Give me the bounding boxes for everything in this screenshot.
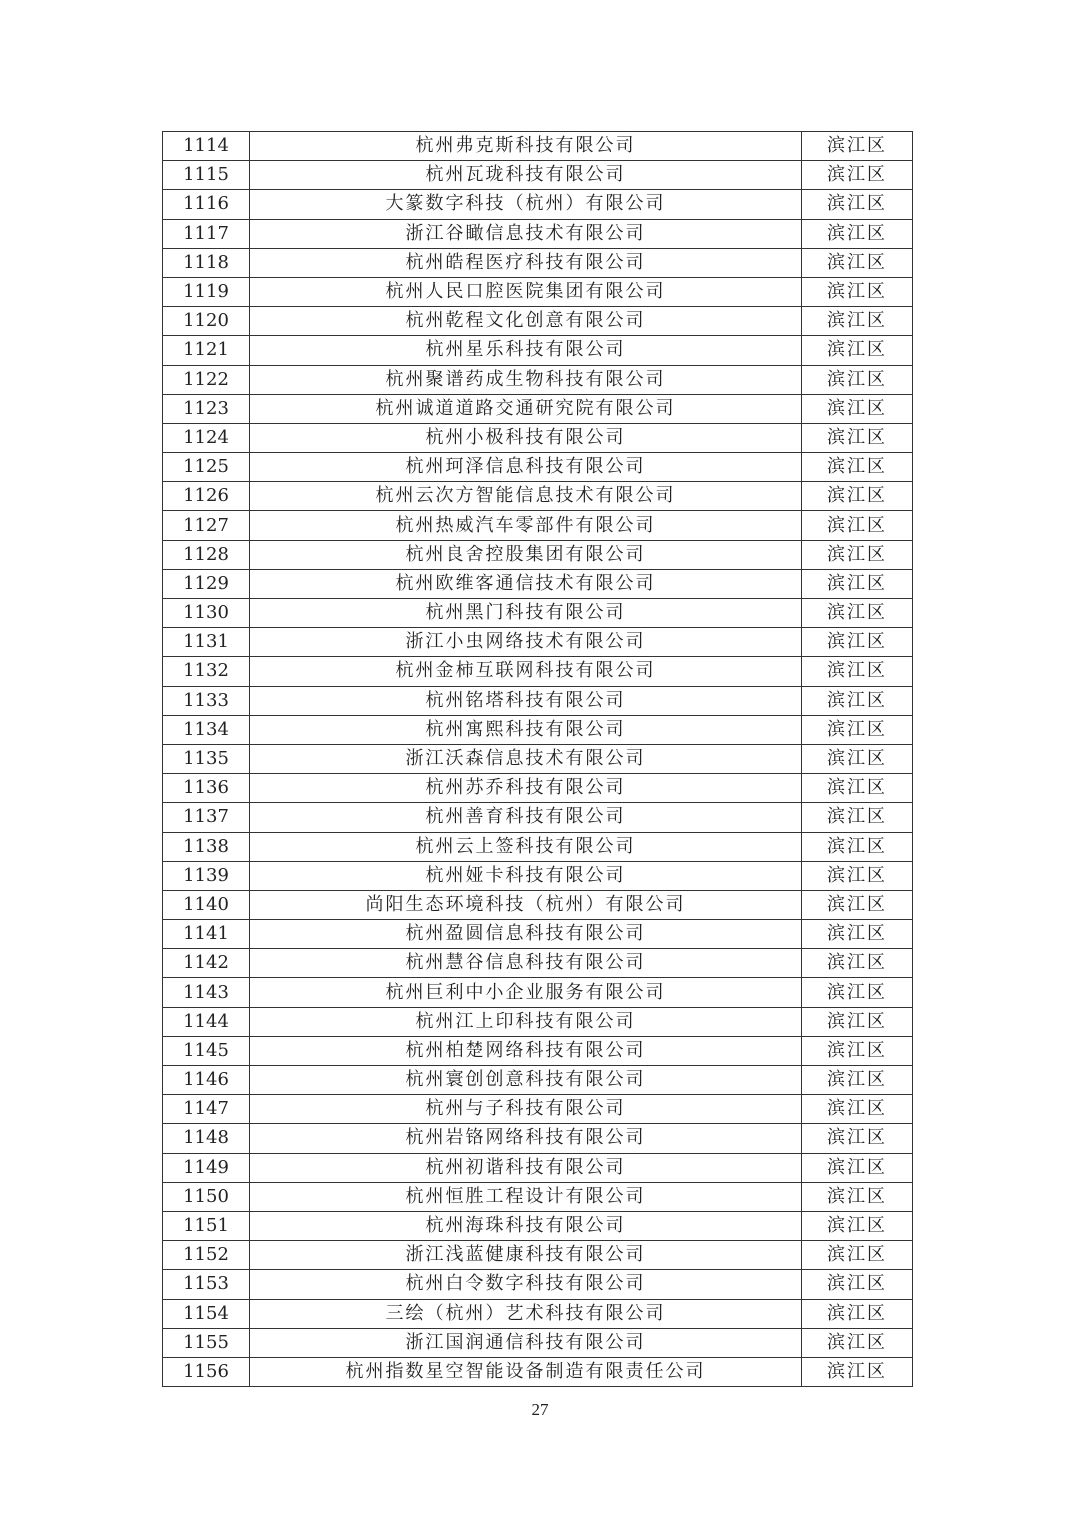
district-cell: 滨江区 (802, 803, 913, 832)
district-cell: 滨江区 (802, 1066, 913, 1095)
serial-number-cell: 1130 (163, 599, 250, 628)
company-name-cell: 尚阳生态环境科技（杭州）有限公司 (250, 890, 802, 919)
company-name-cell: 杭州黑门科技有限公司 (250, 599, 802, 628)
serial-number-cell: 1122 (163, 365, 250, 394)
district-cell: 滨江区 (802, 744, 913, 773)
serial-number-cell: 1149 (163, 1153, 250, 1182)
company-name-cell: 杭州寰创创意科技有限公司 (250, 1066, 802, 1095)
company-name-cell: 杭州慧谷信息科技有限公司 (250, 949, 802, 978)
table-row (163, 511, 913, 540)
district-cell: 滨江区 (802, 657, 913, 686)
company-name-cell: 杭州乾程文化创意有限公司 (250, 307, 802, 336)
district-cell: 滨江区 (802, 1299, 913, 1328)
table-row (163, 1066, 913, 1095)
company-name-cell: 大篆数字科技（杭州）有限公司 (250, 190, 802, 219)
district-cell: 滨江区 (802, 365, 913, 394)
serial-number-cell: 1132 (163, 657, 250, 686)
serial-number-cell: 1119 (163, 277, 250, 306)
district-cell: 滨江区 (802, 1328, 913, 1357)
company-name-cell: 杭州娅卡科技有限公司 (250, 861, 802, 890)
table-row (163, 540, 913, 569)
company-name-cell: 杭州人民口腔医院集团有限公司 (250, 277, 802, 306)
serial-number-cell: 1152 (163, 1241, 250, 1270)
table-row (163, 686, 913, 715)
company-name-cell: 杭州弗克斯科技有限公司 (250, 132, 802, 161)
district-cell: 滨江区 (802, 920, 913, 949)
table-row (163, 774, 913, 803)
company-name-cell: 杭州海珠科技有限公司 (250, 1211, 802, 1240)
table-row (163, 1328, 913, 1357)
serial-number-cell: 1124 (163, 423, 250, 452)
serial-number-cell: 1150 (163, 1182, 250, 1211)
serial-number-cell: 1135 (163, 744, 250, 773)
serial-number-cell: 1133 (163, 686, 250, 715)
page-number: 27 (531, 1400, 549, 1419)
district-cell: 滨江区 (802, 715, 913, 744)
district-cell: 滨江区 (802, 307, 913, 336)
table-row (163, 1036, 913, 1065)
district-cell: 滨江区 (802, 1211, 913, 1240)
serial-number-cell: 1121 (163, 336, 250, 365)
table-row (163, 219, 913, 248)
serial-number-cell: 1156 (163, 1357, 250, 1386)
table-row (163, 1211, 913, 1240)
district-cell: 滨江区 (802, 599, 913, 628)
table-row (163, 803, 913, 832)
table-row (163, 1270, 913, 1299)
table-row (163, 190, 913, 219)
district-cell: 滨江区 (802, 890, 913, 919)
company-name-cell: 杭州珂泽信息科技有限公司 (250, 453, 802, 482)
serial-number-cell: 1126 (163, 482, 250, 511)
district-cell: 滨江区 (802, 1124, 913, 1153)
table-row (163, 394, 913, 423)
table-row (163, 365, 913, 394)
company-name-cell: 杭州柏楚网络科技有限公司 (250, 1036, 802, 1065)
company-name-cell: 杭州善育科技有限公司 (250, 803, 802, 832)
company-name-cell: 杭州指数星空智能设备制造有限责任公司 (250, 1357, 802, 1386)
company-name-cell: 杭州寓熙科技有限公司 (250, 715, 802, 744)
table-row (163, 949, 913, 978)
company-name-cell: 杭州云上签科技有限公司 (250, 832, 802, 861)
company-name-cell: 杭州聚谱药成生物科技有限公司 (250, 365, 802, 394)
serial-number-cell: 1116 (163, 190, 250, 219)
district-cell: 滨江区 (802, 861, 913, 890)
table-row (163, 715, 913, 744)
company-name-cell: 浙江谷瞰信息技术有限公司 (250, 219, 802, 248)
company-name-cell: 杭州热威汽车零部件有限公司 (250, 511, 802, 540)
serial-number-cell: 1153 (163, 1270, 250, 1299)
district-cell: 滨江区 (802, 628, 913, 657)
company-name-cell: 杭州白令数字科技有限公司 (250, 1270, 802, 1299)
district-cell: 滨江区 (802, 511, 913, 540)
table-row (163, 1299, 913, 1328)
serial-number-cell: 1151 (163, 1211, 250, 1240)
company-name-cell: 杭州岩铬网络科技有限公司 (250, 1124, 802, 1153)
district-cell: 滨江区 (802, 540, 913, 569)
district-cell: 滨江区 (802, 336, 913, 365)
serial-number-cell: 1146 (163, 1066, 250, 1095)
table-row (163, 248, 913, 277)
district-cell: 滨江区 (802, 1153, 913, 1182)
company-name-cell: 杭州苏乔科技有限公司 (250, 774, 802, 803)
table-row (163, 1357, 913, 1386)
table-row (163, 832, 913, 861)
company-name-cell: 杭州诚道道路交通研究院有限公司 (250, 394, 802, 423)
serial-number-cell: 1148 (163, 1124, 250, 1153)
table-row (163, 1153, 913, 1182)
serial-number-cell: 1143 (163, 978, 250, 1007)
table-row (163, 1241, 913, 1270)
serial-number-cell: 1117 (163, 219, 250, 248)
serial-number-cell: 1137 (163, 803, 250, 832)
table-row (163, 161, 913, 190)
company-name-cell: 杭州星乐科技有限公司 (250, 336, 802, 365)
district-cell: 滨江区 (802, 423, 913, 452)
district-cell: 滨江区 (802, 774, 913, 803)
table-row (163, 1182, 913, 1211)
table-row (163, 890, 913, 919)
serial-number-cell: 1136 (163, 774, 250, 803)
table-row (163, 569, 913, 598)
district-cell: 滨江区 (802, 132, 913, 161)
district-cell: 滨江区 (802, 1036, 913, 1065)
serial-number-cell: 1144 (163, 1007, 250, 1036)
table-row (163, 628, 913, 657)
district-cell: 滨江区 (802, 949, 913, 978)
table-row (163, 336, 913, 365)
company-name-cell: 杭州瓦珑科技有限公司 (250, 161, 802, 190)
company-name-cell: 杭州金柿互联网科技有限公司 (250, 657, 802, 686)
serial-number-cell: 1120 (163, 307, 250, 336)
company-name-cell: 杭州小极科技有限公司 (250, 423, 802, 452)
company-name-cell: 杭州巨利中小企业服务有限公司 (250, 978, 802, 1007)
company-name-cell: 浙江国润通信科技有限公司 (250, 1328, 802, 1357)
district-cell: 滨江区 (802, 686, 913, 715)
company-name-cell: 杭州欧维客通信技术有限公司 (250, 569, 802, 598)
serial-number-cell: 1129 (163, 569, 250, 598)
district-cell: 滨江区 (802, 277, 913, 306)
serial-number-cell: 1128 (163, 540, 250, 569)
table-row (163, 277, 913, 306)
table-row (163, 453, 913, 482)
table-row (163, 861, 913, 890)
company-name-cell: 杭州初谐科技有限公司 (250, 1153, 802, 1182)
serial-number-cell: 1127 (163, 511, 250, 540)
serial-number-cell: 1142 (163, 949, 250, 978)
district-cell: 滨江区 (802, 248, 913, 277)
company-name-cell: 杭州铭塔科技有限公司 (250, 686, 802, 715)
district-cell: 滨江区 (802, 1241, 913, 1270)
company-name-cell: 杭州云次方智能信息技术有限公司 (250, 482, 802, 511)
company-name-cell: 三绘（杭州）艺术科技有限公司 (250, 1299, 802, 1328)
serial-number-cell: 1118 (163, 248, 250, 277)
table-row (163, 744, 913, 773)
company-name-cell: 杭州盈圆信息科技有限公司 (250, 920, 802, 949)
serial-number-cell: 1115 (163, 161, 250, 190)
company-name-cell: 杭州与子科技有限公司 (250, 1095, 802, 1124)
serial-number-cell: 1134 (163, 715, 250, 744)
district-cell: 滨江区 (802, 978, 913, 1007)
serial-number-cell: 1145 (163, 1036, 250, 1065)
table-row (163, 1124, 913, 1153)
district-cell: 滨江区 (802, 1095, 913, 1124)
district-cell: 滨江区 (802, 190, 913, 219)
district-cell: 滨江区 (802, 482, 913, 511)
district-cell: 滨江区 (802, 1007, 913, 1036)
table-row (163, 307, 913, 336)
company-name-cell: 杭州良舍控股集团有限公司 (250, 540, 802, 569)
serial-number-cell: 1147 (163, 1095, 250, 1124)
table-body (163, 132, 913, 1387)
table-row (163, 423, 913, 452)
district-cell: 滨江区 (802, 1357, 913, 1386)
serial-number-cell: 1140 (163, 890, 250, 919)
serial-number-cell: 1138 (163, 832, 250, 861)
serial-number-cell: 1131 (163, 628, 250, 657)
table-row (163, 657, 913, 686)
company-name-cell: 杭州恒胜工程设计有限公司 (250, 1182, 802, 1211)
serial-number-cell: 1155 (163, 1328, 250, 1357)
district-cell: 滨江区 (802, 1270, 913, 1299)
district-cell: 滨江区 (802, 161, 913, 190)
table-row (163, 920, 913, 949)
company-name-cell: 浙江小虫网络技术有限公司 (250, 628, 802, 657)
table-row (163, 482, 913, 511)
company-name-cell: 浙江浅蓝健康科技有限公司 (250, 1241, 802, 1270)
company-table (162, 131, 913, 1387)
district-cell: 滨江区 (802, 394, 913, 423)
company-name-cell: 杭州江上印科技有限公司 (250, 1007, 802, 1036)
serial-number-cell: 1139 (163, 861, 250, 890)
district-cell: 滨江区 (802, 219, 913, 248)
table-row (163, 978, 913, 1007)
district-cell: 滨江区 (802, 453, 913, 482)
serial-number-cell: 1154 (163, 1299, 250, 1328)
company-name-cell: 杭州皓程医疗科技有限公司 (250, 248, 802, 277)
table-row (163, 1007, 913, 1036)
serial-number-cell: 1114 (163, 132, 250, 161)
district-cell: 滨江区 (802, 569, 913, 598)
serial-number-cell: 1141 (163, 920, 250, 949)
serial-number-cell: 1125 (163, 453, 250, 482)
serial-number-cell: 1123 (163, 394, 250, 423)
district-cell: 滨江区 (802, 1182, 913, 1211)
company-name-cell: 浙江沃森信息技术有限公司 (250, 744, 802, 773)
table-row (163, 1095, 913, 1124)
table-row (163, 599, 913, 628)
district-cell: 滨江区 (802, 832, 913, 861)
table-row (163, 132, 913, 161)
